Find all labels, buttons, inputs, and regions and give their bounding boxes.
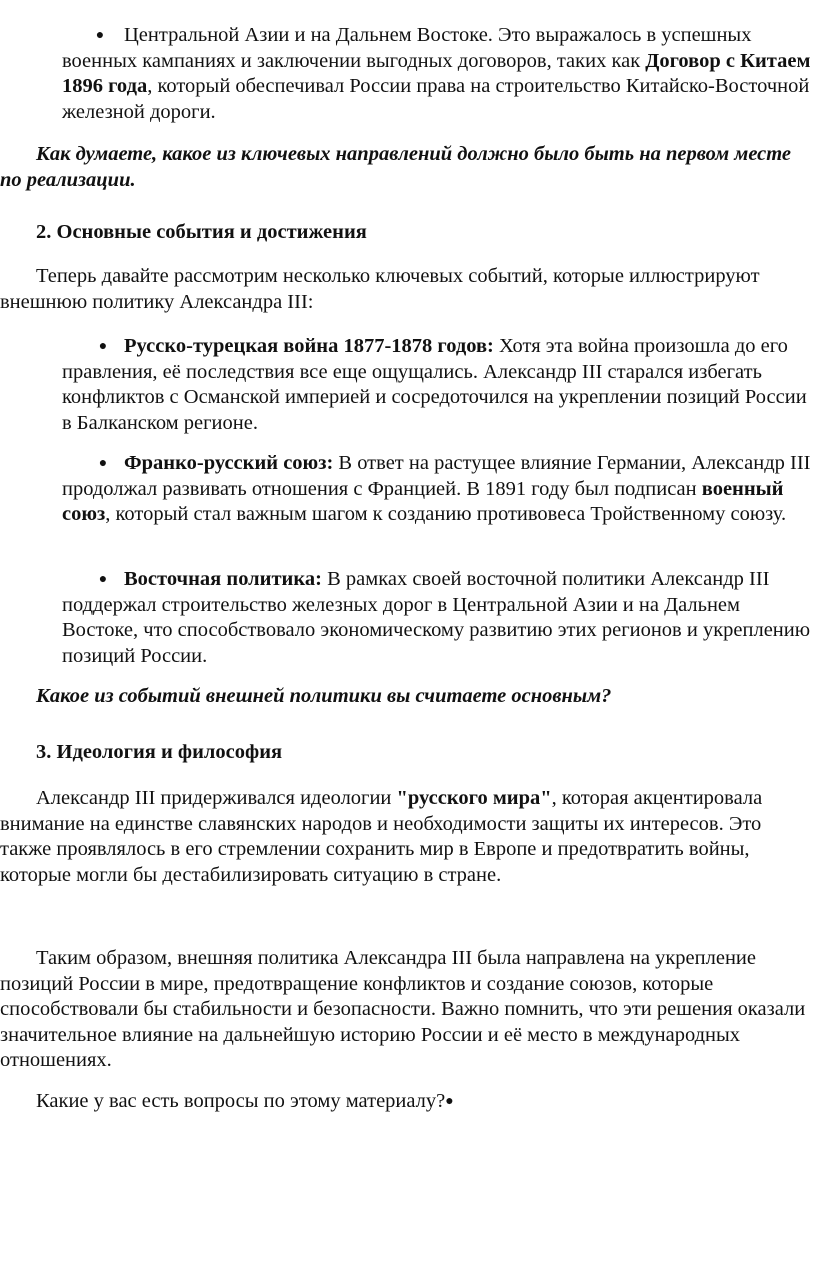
event-item-1-text: Хотя эта война произошла до его правления, её последствия все еще ощущались. Александр III старался избегать конфликтов с Османской империей и сосредоточился на укреплении позиций России в Балканском регионе. xyxy=(62,335,807,434)
question-1: Как думаете, какое из ключевых направлений должно было быть на первом месте по реализации. xyxy=(0,143,792,191)
intro-bullet-paragraph xyxy=(62,23,814,125)
event-item-2-text-b: , который стал важным шагом к созданию противовеса Тройственному союзу. xyxy=(105,503,787,525)
final-question-text: Какие у вас есть вопросы по этому материалу? xyxy=(36,1090,446,1112)
event-item-3-text: В рамках своей восточной политики Александр III поддержал строительство железных дорог в Центральной Азии и на Дальнем Востоке, что способствовало экономическому развитию этих регионов и укреплению позиций России. xyxy=(62,568,811,667)
event-item-2 xyxy=(62,451,814,528)
section-3-paragraph xyxy=(0,786,816,888)
event-item-1 xyxy=(62,334,814,436)
bullet-icon: ● xyxy=(98,456,108,471)
section-3-bold: "русского мира" xyxy=(396,787,552,809)
event-item-3-title: Восточная политика: xyxy=(124,568,322,590)
event-item-3 xyxy=(62,567,814,669)
bullet-icon: ● xyxy=(98,572,108,587)
final-question xyxy=(36,1089,796,1115)
question-2: Какое из событий внешней политики вы считаете основным? xyxy=(36,685,612,707)
event-item-2-title: Франко-русский союз: xyxy=(124,452,334,474)
section-2-intro: Теперь давайте рассмотрим несколько ключевых событий, которые иллюстрируют внешнюю политику Александра III: xyxy=(0,265,760,313)
conclusion-paragraph: Таким образом, внешняя политика Александра III была направлена на укрепление позиций России в мире, предотвращение конфликтов и создание союзов, которые способствовали бы стабильности и безопасности. Важно помнить, что эти решения оказали значительное влияние на дальнейшую историю России и её место в международных отношениях. xyxy=(0,947,806,1071)
event-item-2-bold: военный союз xyxy=(62,477,784,525)
section-2-heading: 2. Основные события и достижения xyxy=(36,221,367,243)
bullet-icon: ● xyxy=(445,1094,454,1109)
intro-bullet-bold: Договор с Китаем 1896 года xyxy=(62,49,811,97)
bullet-icon: ● xyxy=(95,28,105,43)
section-3-heading: 3. Идеология и философия xyxy=(36,741,283,763)
section-3-text-a: Александр III придерживался идеологии xyxy=(36,787,397,809)
event-item-1-title: Русско-турецкая война 1877-1878 годов: xyxy=(124,335,494,357)
intro-bullet-lead: Центральной Азии и на Дальнем Востоке. Это выражалось в успешных военных кампаниях и заключении выгодных договоров, таких как xyxy=(62,24,752,72)
intro-bullet-tail: , который обеспечивал России права на строительство Китайско-Восточной железной дороги. xyxy=(62,75,810,123)
bullet-icon: ● xyxy=(98,339,108,354)
event-item-2-text-a: В ответ на растущее влияние Германии, Александр III продолжал развивать отношения с Францией. В 1891 году был подписан xyxy=(62,452,811,500)
section-3-text-b: , которая акцентировала внимание на единстве славянских народов и необходимости защиты их интересов. Это также проявлялось в его стремлении сохранить мир в Европе и предотвратить войны, которые могли бы дестабилизировать ситуацию в стране. xyxy=(0,787,763,886)
